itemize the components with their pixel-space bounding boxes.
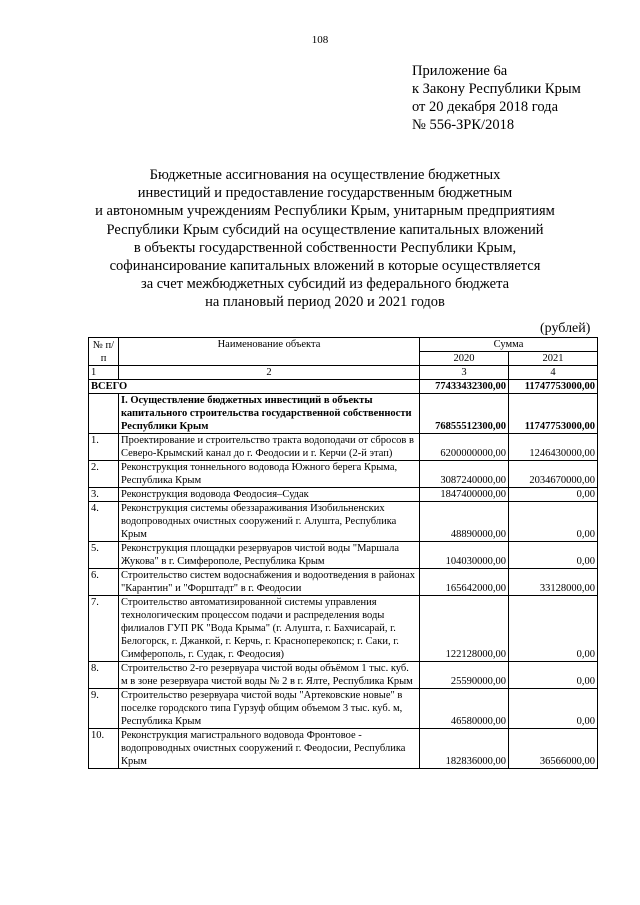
object-name: Проектирование и строительство тракта водоподачи от сбросов в Северо-Крымский канал до г. Феодосии и г. Керчи (2-й этап) (119, 434, 420, 461)
header-year-2020: 2020 (420, 352, 509, 366)
table-row (89, 569, 598, 596)
table-row (89, 729, 598, 769)
object-name: Реконструкция тоннельного водовода Южного берега Крыма, Республика Крым (119, 461, 420, 488)
appendix-block (412, 62, 581, 134)
table-row (89, 542, 598, 569)
amount-2020: 6200000000,00 (420, 434, 509, 461)
row-number: 8. (89, 662, 119, 689)
header-row (89, 338, 598, 352)
table-row (89, 502, 598, 542)
row-number: 2. (89, 461, 119, 488)
title-line: в объекты государственной собственности Республики Крым, (133, 239, 517, 256)
object-name: Реконструкция водовода Феодосия–Судак (119, 488, 420, 502)
section-2021: 11747753000,00 (509, 394, 598, 434)
object-name: Реконструкция магистрального водовода Фронтовое - водопроводных очистных сооружений г. Феодосии, Республика Крым (119, 729, 420, 769)
table-row (89, 689, 598, 729)
amount-2021: 0,00 (509, 596, 598, 662)
amount-2021: 1246430000,00 (509, 434, 598, 461)
amount-2021: 33128000,00 (509, 569, 598, 596)
amount-2020: 165642000,00 (420, 569, 509, 596)
total-row (89, 380, 598, 394)
amount-2021: 0,00 (509, 488, 598, 502)
row-number: 4. (89, 502, 119, 542)
title-line: за счет межбюджетных субсидий из федерального бюджета (140, 276, 510, 293)
title-line: инвестиций и предоставление государственным бюджетным (137, 185, 513, 202)
amount-2020: 25590000,00 (420, 662, 509, 689)
object-name: Строительство 2-го резервуара чистой воды объёмом 1 тыс. куб. м в зоне резервуара чистой воды № 2 в г. Ялте, Республика Крым (119, 662, 420, 689)
table-row (89, 434, 598, 461)
section-2020: 76855512300,00 (420, 394, 509, 434)
row-number: 3. (89, 488, 119, 502)
appendix-line: Приложение 6а (412, 63, 508, 79)
col-index: 3 (420, 366, 509, 380)
amount-2021: 0,00 (509, 542, 598, 569)
amount-2020: 122128000,00 (420, 596, 509, 662)
table-row (89, 596, 598, 662)
appendix-line: № 556-ЗРК/2018 (412, 117, 515, 133)
table-row (89, 461, 598, 488)
amount-2020: 182836000,00 (420, 729, 509, 769)
total-2021: 11747753000,00 (509, 380, 598, 394)
object-name: Реконструкция площадки резервуаров чистой воды "Маршала Жукова" в г. Симферополе, Республика Крым (119, 542, 420, 569)
title-line: и автономным учреждениям Республики Крым, унитарным предприятиям (95, 203, 555, 220)
document-title (60, 166, 590, 312)
column-index-row (89, 366, 598, 380)
object-name: Реконструкция системы обеззараживания Изобильненских водопроводных очистных сооружений г. Алушта, Республика Крым (119, 502, 420, 542)
section-num (89, 394, 119, 434)
object-name: Строительство резервуара чистой воды "Артековские новые" в поселке городского типа Гурзуф общим объемом 3 тыс. куб. м, Республика Крым (119, 689, 420, 729)
amount-2021: 0,00 (509, 502, 598, 542)
header-year-2021: 2021 (509, 352, 598, 366)
amount-2021: 2034670000,00 (509, 461, 598, 488)
total-2020: 77433432300,00 (420, 380, 509, 394)
amount-2020: 46580000,00 (420, 689, 509, 729)
amount-2020: 3087240000,00 (420, 461, 509, 488)
appendix-line: к Закону Республики Крым (412, 81, 581, 97)
section-row (89, 394, 598, 434)
col-index: 4 (509, 366, 598, 380)
amount-2020: 1847400000,00 (420, 488, 509, 502)
page-number: 108 (311, 34, 329, 46)
row-number: 10. (89, 729, 119, 769)
title-line: Бюджетные ассигнования на осуществление бюджетных (149, 167, 501, 183)
amount-2020: 104030000,00 (420, 542, 509, 569)
amount-2020: 48890000,00 (420, 502, 509, 542)
total-label: ВСЕГО (89, 380, 420, 394)
table-row (89, 488, 598, 502)
object-name: Строительство автоматизированной системы управления технологическим процессом подачи и распределения воды филиалов ГУП РК "Вода Крыма" (г. Алушта, г. Бахчисарай, г. Белогорск, г. Джанкой, г. Керчь, г. Красноперекопск; г. Саки, г. Симферополь, г. Судак, г. Феодосия) (119, 596, 420, 662)
row-number: 9. (89, 689, 119, 729)
table-row (89, 662, 598, 689)
row-number: 1. (89, 434, 119, 461)
header-name: Наименование объекта (119, 338, 420, 366)
row-number: 5. (89, 542, 119, 569)
title-line: Республики Крым субсидий на осуществление капитальных вложений (106, 221, 544, 238)
budget-table (88, 337, 598, 769)
header-sum: Сумма (420, 338, 598, 352)
col-index: 1 (89, 366, 119, 380)
header-num: № п/п (89, 338, 119, 366)
row-number: 7. (89, 596, 119, 662)
section-name: I. Осуществление бюджетных инвестиций в объекты капитального строительства государственной собственности Республики Крым (119, 394, 420, 434)
col-index: 2 (119, 366, 420, 380)
units-label: (рублей) (540, 321, 591, 336)
row-number: 6. (89, 569, 119, 596)
object-name: Строительство систем водоснабжения и водоотведения в районах "Карантин" и "Форштадт" в г. Феодосии (119, 569, 420, 596)
amount-2021: 36566000,00 (509, 729, 598, 769)
amount-2021: 0,00 (509, 662, 598, 689)
appendix-line: от 20 декабря 2018 года (412, 99, 558, 115)
amount-2021: 0,00 (509, 689, 598, 729)
title-line: софинансирование капитальных вложений в которые осуществляется (109, 258, 541, 275)
title-line: на плановый период 2020 и 2021 годов (205, 294, 445, 311)
